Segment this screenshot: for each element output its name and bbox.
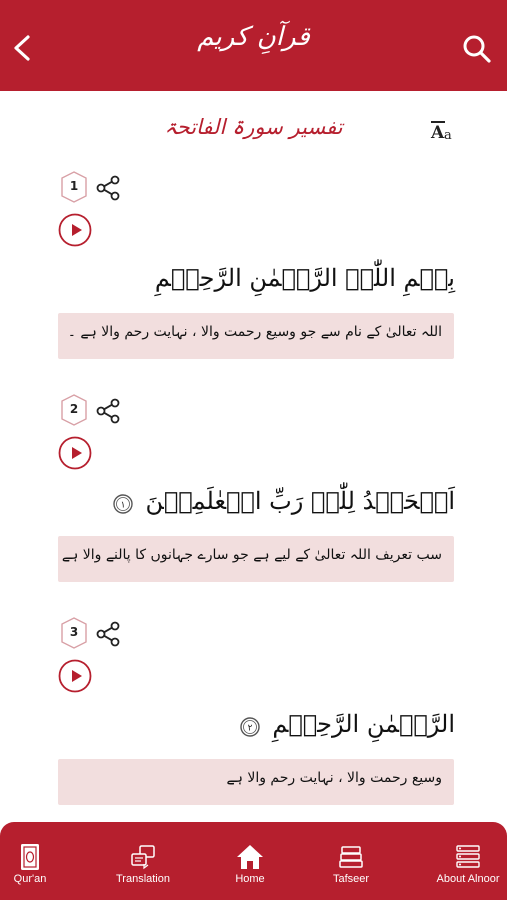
ayah-block-1 <box>0 171 507 391</box>
ayah-number-badge: 3 <box>60 617 88 649</box>
about-list-icon <box>453 842 483 872</box>
ayah-translation: وسیع رحمت والا ، نہایت رحم والا ہے <box>58 759 454 805</box>
ayah-number-badge: 1 <box>60 171 88 203</box>
page-title: قرآنِ کریم <box>197 22 310 52</box>
ayah-translation: سب تعریف اللہ تعالیٰ کے لیے ہے جو سارے جہانوں کا پالنے والا ہے <box>58 536 454 582</box>
bottom-navigation <box>0 822 507 900</box>
tafseer-books-icon <box>336 842 366 872</box>
ayah-arabic-text: الرَّحۡمٰنِ الرَّحِیۡمِ ٢ <box>239 710 455 738</box>
svg-text:١: ١ <box>120 500 126 510</box>
font-size-icon[interactable]: A a <box>431 123 452 143</box>
share-icon[interactable] <box>95 398 121 424</box>
ayah-arabic-text: بِسۡمِ اللّٰہِ الرَّحۡمٰنِ الرَّحِیۡمِ <box>154 264 455 292</box>
ayah-end-marker-icon <box>239 714 261 738</box>
ayah-block-3 <box>0 617 507 821</box>
ayah-number-badge: 2 <box>60 394 88 426</box>
play-button[interactable] <box>58 659 92 693</box>
ayah-block-2 <box>0 394 507 614</box>
ayah-translation: اللہ تعالیٰ کے نام سے جو وسیع رحمت والا ، نہایت رحم والا ہے ۔ <box>58 313 454 359</box>
ayah-end-marker-icon <box>112 491 134 515</box>
play-button[interactable] <box>58 436 92 470</box>
ayah-arabic-text: اَلۡحَمۡدُ لِلّٰہِ رَبِّ الۡعٰلَمِیۡنَ ١ <box>112 487 455 515</box>
nav-item-about[interactable]: About Alnoor <box>432 822 504 900</box>
translation-icon <box>128 842 158 872</box>
quran-book-icon <box>15 842 45 872</box>
nav-item-quran[interactable]: Qur'an <box>0 822 60 900</box>
search-icon[interactable] <box>457 28 497 68</box>
home-icon <box>235 842 265 872</box>
nav-item-translation[interactable]: Translation <box>108 822 178 900</box>
share-icon[interactable] <box>95 621 121 647</box>
share-icon[interactable] <box>95 175 121 201</box>
svg-text:٢: ٢ <box>247 723 253 733</box>
tafseer-content[interactable] <box>0 91 507 821</box>
play-button[interactable] <box>58 213 92 247</box>
nav-item-home[interactable]: Home <box>223 822 277 900</box>
nav-item-tafseer[interactable]: Tafseer <box>325 822 377 900</box>
surah-title: تفسیر سورۃ الفاتحۃ <box>164 115 343 139</box>
top-app-bar <box>0 0 507 91</box>
